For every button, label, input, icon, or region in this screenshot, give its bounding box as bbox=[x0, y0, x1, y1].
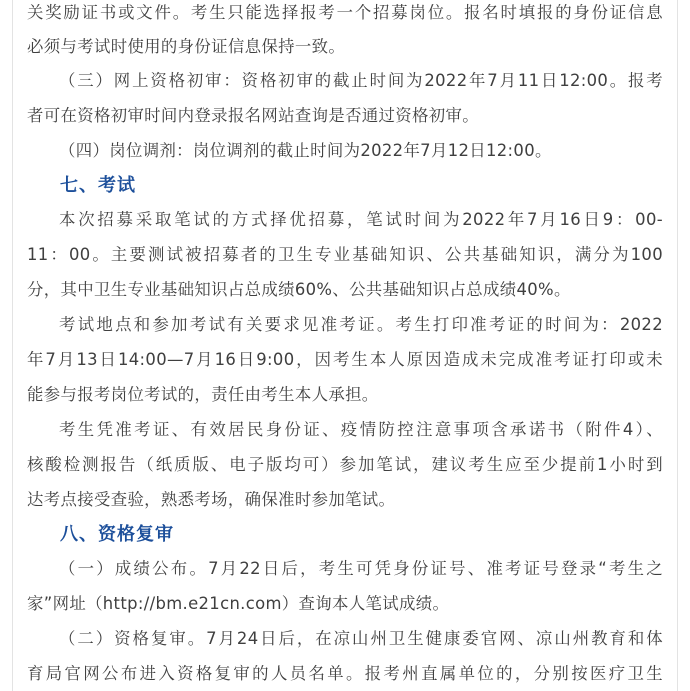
paragraph-line: 必须与考试时使用的身份证信息保持一致。 bbox=[27, 37, 346, 56]
section-heading-qualification-review: 八、资格复审 bbox=[60, 524, 174, 545]
paragraph-line: 能参与报考岗位考试的，责任由考生本人承担。 bbox=[27, 385, 379, 404]
paragraph-line: 关奖励证书或文件。考生只能选择报考一个招募岗位。报名时填报的身份证信息 bbox=[27, 3, 663, 22]
paragraph-line: （二）资格复审。7月24日后，在凉山州卫生健康委官网、凉山州教育和体 bbox=[59, 629, 663, 648]
paragraph-line: 达考点接受查验，熟悉考场，确保准时参加笔试。 bbox=[27, 490, 396, 509]
paragraph-line: 11：00。主要测试被招募者的卫生专业基础知识、公共基础知识，满分为100 bbox=[27, 245, 663, 264]
paragraph-line: 核酸检测报告（纸质版、电子版均可）参加笔试，建议考生应至少提前1小时到 bbox=[27, 455, 663, 474]
paragraph-line: （四）岗位调剂：岗位调剂的截止时间为2022年7月12日12:00。 bbox=[59, 141, 552, 160]
paragraph-line: 年7月13日14:00—7月16日9:00，因考生本人原因造成未完成准考证打印或未 bbox=[27, 350, 663, 369]
paragraph-line: 家”网址（http://bm.e21cn.com）查询本人笔试成绩。 bbox=[27, 594, 450, 613]
page-border-left bbox=[12, 0, 13, 691]
section-heading-exam: 七、考试 bbox=[60, 175, 136, 196]
paragraph-line: （三）网上资格初审：资格初审的截止时间为2022年7月11日12:00。报考 bbox=[59, 71, 663, 90]
paragraph-line: 分，其中卫生专业基础知识占总成绩60%、公共基础知识占总成绩40%。 bbox=[27, 280, 571, 299]
paragraph-line: 本次招募采取笔试的方式择优招募，笔试时间为2022年7月16日9：00- bbox=[59, 210, 663, 229]
page-border-right bbox=[677, 0, 678, 691]
paragraph-line: 育局官网公布进入资格复审的人员名单。报考州直属单位的，分别按医疗卫生 bbox=[27, 664, 663, 683]
paragraph-line: 者可在资格初审时间内登录报名网站查询是否通过资格初审。 bbox=[27, 106, 479, 125]
paragraph-line: （一）成绩公布。7月22日后，考生可凭身份证号、准考证号登录“考生之 bbox=[59, 559, 663, 578]
paragraph-line: 考试地点和参加考试有关要求见准考证。考生打印准考证的时间为：2022 bbox=[59, 315, 663, 334]
paragraph-line: 考生凭准考证、有效居民身份证、疫情防控注意事项含承诺书（附件4）、 bbox=[59, 420, 663, 439]
